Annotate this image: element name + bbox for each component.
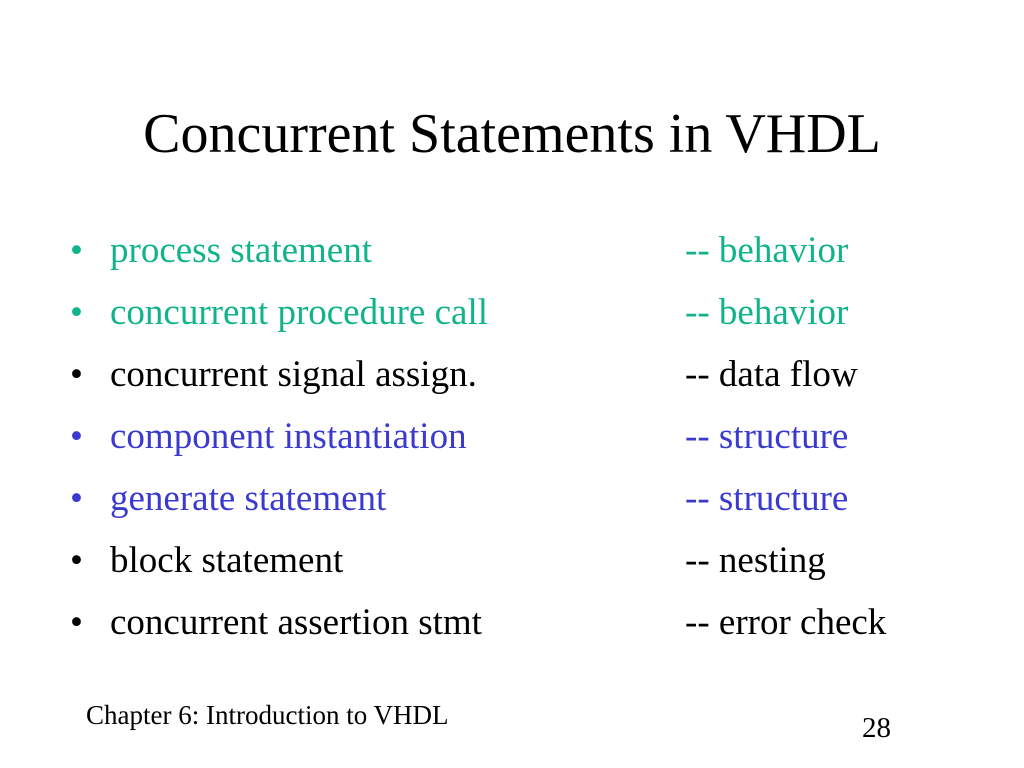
statement-comment: -- structure: [685, 478, 849, 519]
statement-comment: -- behavior: [685, 230, 849, 271]
bullet-list: [70, 225, 970, 659]
statement-label: component instantiation: [110, 416, 467, 457]
list-item: [70, 287, 970, 349]
list-item: [70, 473, 970, 535]
bullet-icon: •: [70, 230, 83, 271]
bullet-icon: •: [70, 540, 83, 581]
slide-title: Concurrent Statements in VHDL: [143, 103, 881, 165]
statement-label: concurrent signal assign.: [110, 354, 477, 395]
statement-label: concurrent procedure call: [110, 292, 489, 333]
statement-comment: -- data flow: [685, 354, 858, 395]
list-item: [70, 411, 970, 473]
bullet-icon: •: [70, 478, 83, 519]
bullet-icon: •: [70, 292, 83, 333]
statement-comment: -- behavior: [685, 292, 849, 333]
list-item: [70, 225, 970, 287]
list-item: [70, 349, 970, 411]
statement-comment: -- nesting: [685, 540, 826, 581]
statement-comment: -- error check: [685, 602, 887, 643]
page-number: 28: [862, 712, 891, 744]
statement-label: generate statement: [110, 478, 387, 519]
list-item: [70, 535, 970, 597]
footer-chapter: Chapter 6: Introduction to VHDL: [86, 700, 449, 730]
bullet-icon: •: [70, 602, 83, 643]
statement-label: concurrent assertion stmt: [110, 602, 482, 643]
statement-label: block statement: [110, 540, 344, 581]
statement-label: process statement: [110, 230, 372, 271]
statement-comment: -- structure: [685, 416, 849, 457]
bullet-icon: •: [70, 416, 83, 457]
list-item: [70, 597, 970, 659]
bullet-icon: •: [70, 354, 83, 395]
